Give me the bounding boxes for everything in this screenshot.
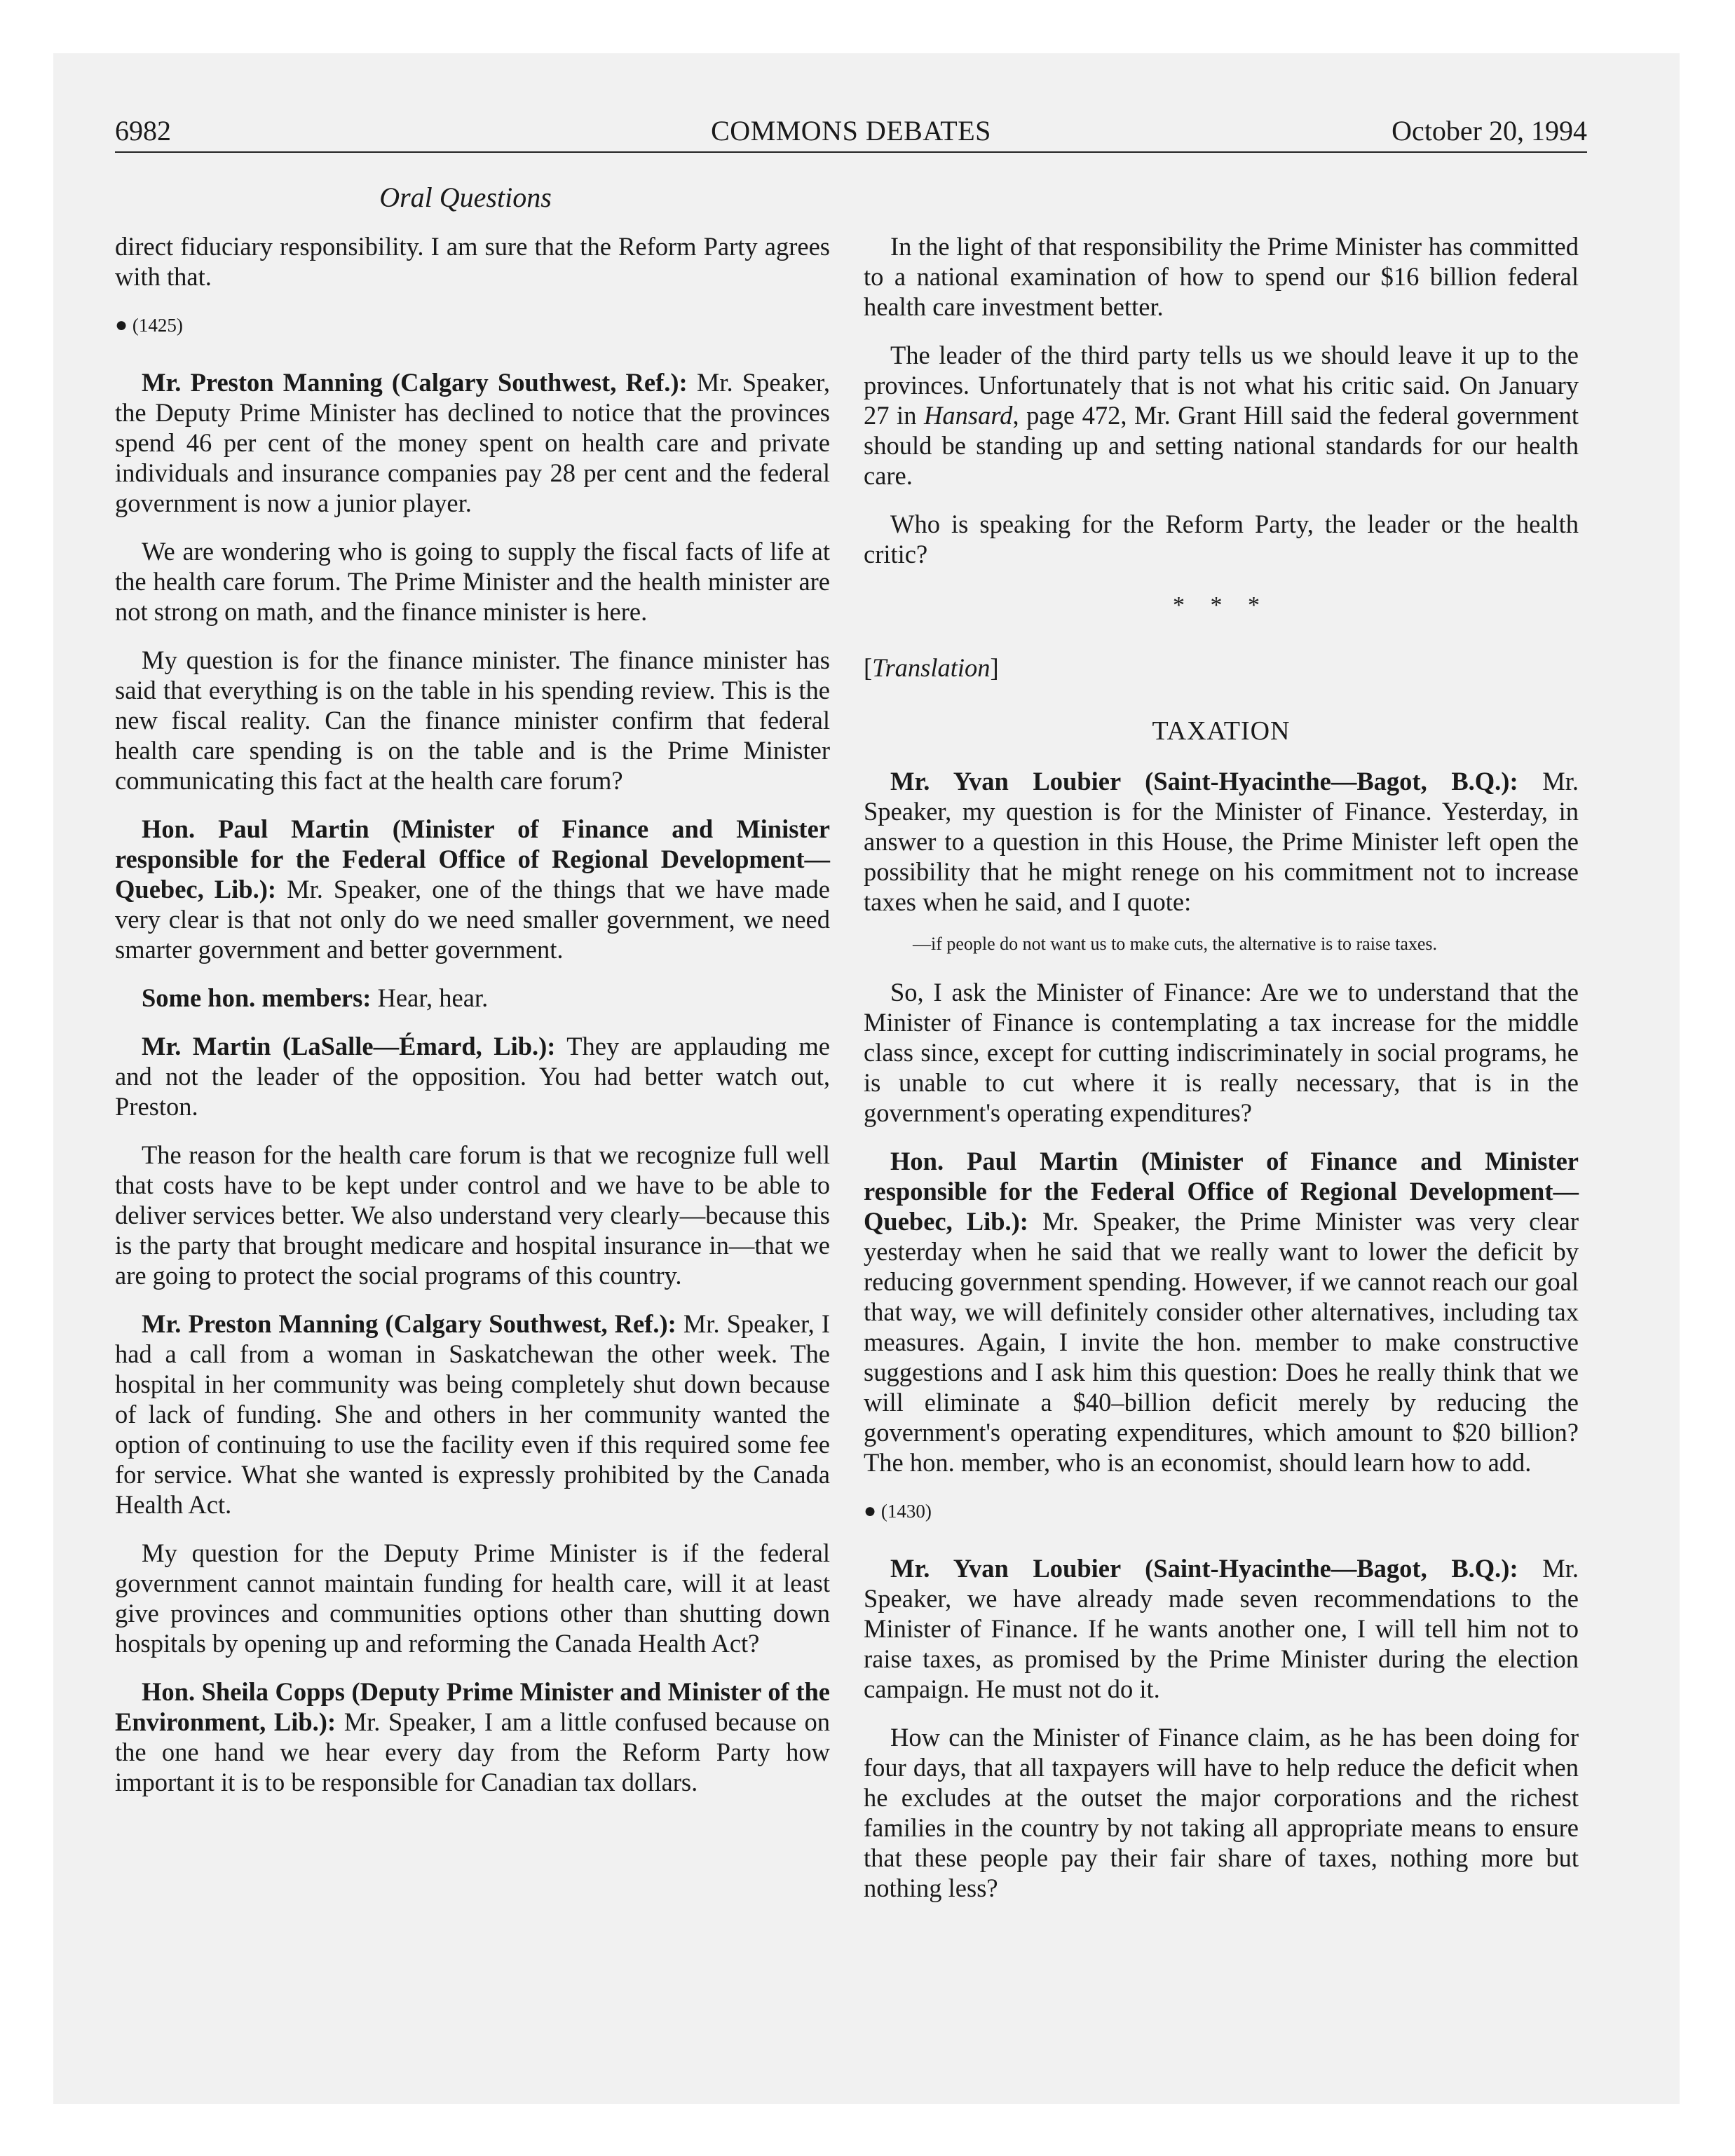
paragraph: My question is for the finance minister. The finance minister has said that everything is on the table in his spending review. This is the new fiscal reality. Can the finance minister confirm that federal health care spending is on the table and is the Prime Minister communicating this fact at the health care forum? [115, 646, 830, 795]
time-marker [864, 1496, 1579, 1527]
time-marker-label: (1430) [880, 1501, 932, 1522]
translation-label: Translation [872, 653, 991, 682]
page-header [115, 114, 1587, 153]
paragraph: We are wondering who is going to supply the fiscal facts of life at the health care forum. The Prime Minister and the health minister are not strong on math, and the finance minister is here. [115, 537, 830, 626]
page-number: 6982 [115, 115, 171, 146]
paragraph: In the light of that responsibility the Prime Minister has committed to a national examination of how to spend our $16 billion federal health care investment better. [864, 232, 1579, 321]
speech-text: Mr. Speaker, we have already made seven recommendations to the Minister of Finance. If he wants another one, I will tell him not to raise taxes, as promised by the Prime Minister during the election campaign. He must not do it. [864, 1554, 1579, 1703]
publication-title: COMMONS DEBATES [711, 115, 991, 146]
publication-date: October 20, 1994 [1392, 115, 1587, 146]
section-separator: * * * [1173, 592, 1270, 618]
paragraph: Who is speaking for the Reform Party, the leader or the health critic? [864, 510, 1579, 568]
topic-heading: TAXATION [1152, 716, 1291, 746]
translation-note [864, 653, 1579, 683]
speech-text: Mr. Speaker, the Deputy Prime Minister has declined to notice that the provinces spend 46 per cent of the money spent on health care and private individuals and insurance companies pay 28 per cent and the federal government is now a junior player. [115, 368, 830, 517]
section-title: Oral Questions [379, 182, 552, 213]
speaker-name: Mr. Yvan Loubier (Saint-Hyacinthe—Bagot, B.Q.): [890, 767, 1518, 796]
time-marker [115, 310, 830, 341]
paragraph [864, 766, 1579, 917]
speaker-name: Mr. Martin (LaSalle—Émard, Lib.): [142, 1032, 556, 1060]
bracket-open: [ [864, 653, 873, 682]
paragraph [864, 1553, 1579, 1704]
speaker-name: Hon. Paul Martin (Minister of Finance and Minister responsible for the Federal Office of Regional Development—Quebec, Lib.): [115, 814, 830, 903]
paragraph [115, 1309, 830, 1520]
text-segment: The leader of the third party tells us we should leave it up to the provinces. Unfortunately that is not what his critic said. On January 27 in [864, 341, 1579, 430]
paragraph: direct fiduciary responsibility. I am sure that the Reform Party agrees with that. [115, 232, 830, 291]
block-quote: —if people do not want us to make cuts, the alternative is to raise taxes. [913, 934, 1438, 954]
paragraph [115, 814, 830, 964]
speaker-name: Hon. Paul Martin (Minister of Finance and Minister responsible for the Federal Office of Regional Development—Quebec, Lib.): [864, 1147, 1579, 1236]
bullet-icon: ● [115, 313, 128, 336]
speech-text: Mr. Speaker, my question is for the Minister of Finance. Yesterday, in answer to a question in this House, the Prime Minister left open the possibility that he might renege on his commitment not to increase taxes when he said, and I quote: [864, 767, 1579, 916]
paragraph: The reason for the health care forum is that we recognize full well that costs have to be kept under control and we have to be able to deliver services better. We also understand very clearly—because this is the party that brought medicare and hospital insurance in—that we are going to protect the social programs of this country. [115, 1140, 830, 1290]
paragraph: My question for the Deputy Prime Minister is if the federal government cannot maintain funding for health care, will it at least give provinces and communities options other than shutting down hospitals by opening up and reforming the Canada Health Act? [115, 1538, 830, 1658]
paragraph: So, I ask the Minister of Finance: Are we to understand that the Minister of Finance is contemplating a tax increase for the middle class since, except for cutting indiscriminately in social programs, he is unable to cut where it is really necessary, that is in the government's operating expenditures? [864, 978, 1579, 1127]
bullet-icon: ● [864, 1499, 877, 1522]
right-column [864, 231, 1579, 1921]
left-column [115, 231, 830, 1815]
paragraph [864, 1146, 1579, 1478]
speaker-name: Mr. Preston Manning (Calgary Southwest, Ref.): [142, 368, 688, 397]
paragraph [115, 367, 830, 518]
speaker-name: Some hon. members: [142, 983, 372, 1012]
speech-text: Mr. Speaker, I had a call from a woman in Saskatchewan the other week. The hospital in her community was being completely shut down because of lack of funding. She and others in her community wanted the option of continuing to use the facility even if this required some fee for service. What she wanted is expressly prohibited by the Canada Health Act. [115, 1309, 830, 1519]
hansard-reference: Hansard [924, 401, 1013, 430]
speech-text: Hear, hear. [371, 983, 489, 1012]
speech-text: Mr. Speaker, one of the things that we have made very clear is that not only do we need smaller government, we need smarter government and better government. [115, 875, 831, 964]
time-marker-label: (1425) [132, 315, 183, 336]
bracket-close: ] [990, 653, 999, 682]
paragraph [864, 340, 1579, 491]
speech-text: They are applauding me and not the leader of the opposition. You had better watch out, Preston. [115, 1032, 830, 1121]
paragraph [115, 1677, 830, 1797]
speaker-name: Mr. Yvan Loubier (Saint-Hyacinthe—Bagot, B.Q.): [890, 1554, 1518, 1583]
speech-text: Mr. Speaker, the Prime Minister was very clear yesterday when he said that we really want to lower the deficit by reducing government spending. However, if we cannot reach our goal that way, we will definitely consider other alternatives, including tax measures. Again, I invite the hon. member to make constructive suggestions and I ask him this question: Does he really think that we will eliminate a $40–billion deficit merely by reducing the government's operating expenditures, which amount to $20 billion? The hon. member, who is an economist, should learn how to add. [864, 1207, 1579, 1477]
paragraph: How can the Minister of Finance claim, as he has been doing for four days, that all taxpayers will have to help reduce the deficit when he excludes at the outset the major corporations and the richest families in the country by not taking all appropriate means to ensure that these people pay their fair share of taxes, nothing more but nothing less? [864, 1723, 1579, 1902]
speaker-name: Hon. Sheila Copps (Deputy Prime Minister and Minister of the Environment, Lib.): [115, 1677, 830, 1736]
paragraph [115, 1031, 830, 1121]
speech-text: Mr. Speaker, I am a little confused because on the one hand we hear every day from the Reform Party how important it is to be responsible for Canadian tax dollars. [115, 1707, 830, 1796]
paragraph [115, 983, 830, 1013]
text-segment: , page 472, Mr. Grant Hill said the federal government should be standing up and setting national standards for our health care. [864, 401, 1579, 490]
speaker-name: Mr. Preston Manning (Calgary Southwest, Ref.): [142, 1309, 676, 1338]
